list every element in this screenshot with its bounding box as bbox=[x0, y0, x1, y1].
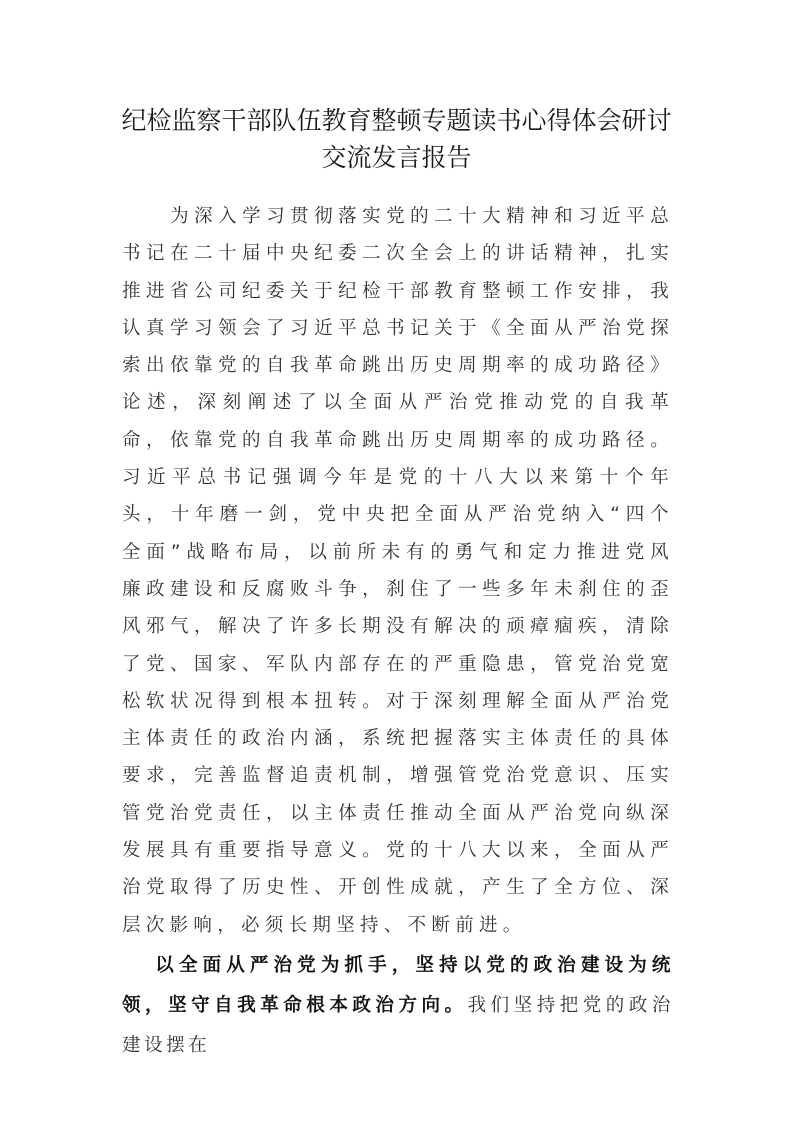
paragraph-1: 为深入学习贯彻落实党的二十大精神和习近平总书记在二十届中央纪委二次全会上的讲话精神，扎实推进省公司纪委关于纪检干部教育整顿工作安排，我认真学习领会了习近平总书记关于《全面从严治党探索出依靠党的自我革命跳出历史周期率的成功路径》论述，深刻阐述了以全面从严治党推动党的自我革命，依靠党的自我革命跳出历史周期率的成功路径。习近平总书记强调今年是党的十八大以来第十个年头，十年磨一剑，党中央把全面从严治党纳入“四个全面”战略布局，以前所未有的勇气和定力推进党风廉政建设和反腐败斗争，刹住了一些多年未刹住的歪风邪气，解决了许多长期没有解决的顽瘴痼疾，清除了党、国家、军队内部存在的严重隐患，管党治党宽松软状况得到根本扭转。对于深刻理解全面从严治党主体责任的政治内涵，系统把握落实主体责任的具体要求，完善监督追责机制，增强管党治党意识、压实管党治党责任，以主体责任推动全面从严治党向纵深发展具有重要指导意义。党的十八大以来，全面从严治党取得了历史性、开创性成就，产生了全方位、深层次影响，必须长期坚持、不断前进。 bbox=[122, 206, 674, 936]
paragraph-2-heading: 以全面从严治党为抓手，坚持以党的政治建设为统领，坚守自我革命根本政治方向。 bbox=[122, 955, 674, 1016]
document-title bbox=[100, 102, 693, 176]
paragraph-2 bbox=[122, 946, 674, 1066]
title-line-1: 纪检监察干部队伍教育整顿专题读书心得体会研讨 bbox=[121, 106, 672, 135]
paragraph-2-body: 我们坚持把党的政治建设摆在 bbox=[122, 995, 674, 1056]
title-line-2: 交流发言报告 bbox=[321, 143, 472, 172]
